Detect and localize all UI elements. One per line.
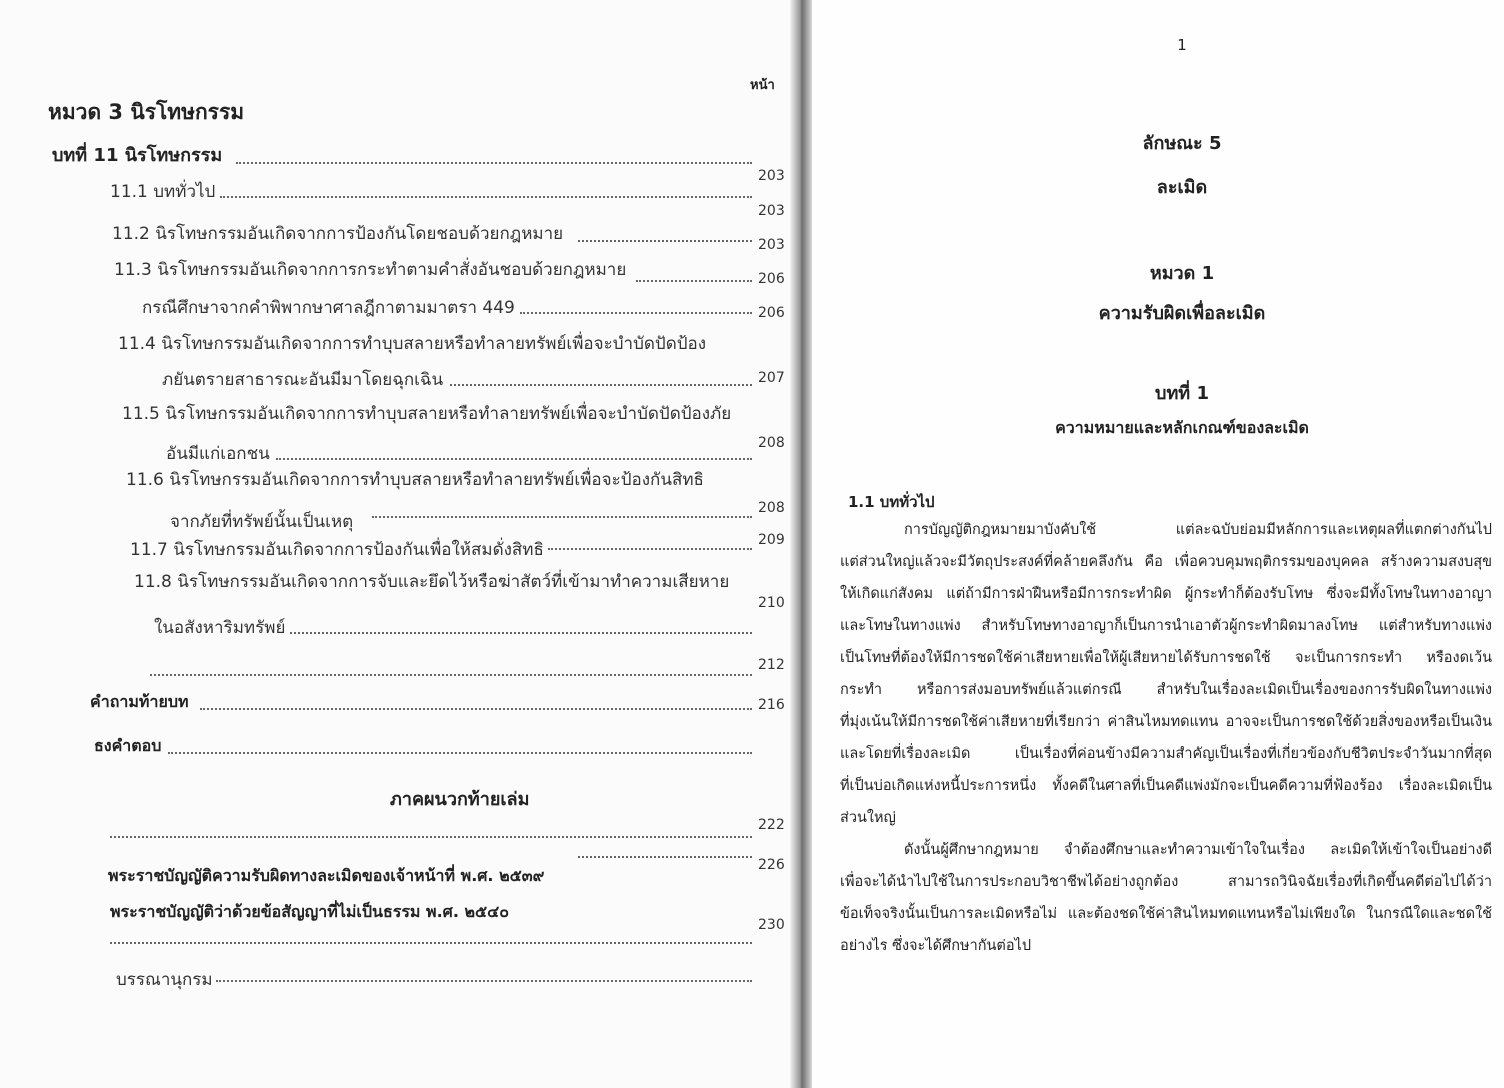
page-number: 212 xyxy=(758,657,785,673)
dot-leader xyxy=(216,980,752,982)
page-number: 203 xyxy=(758,237,785,253)
chapter-title: บทที่ 11 นิรโทษกรรม xyxy=(52,145,223,166)
toc-entry: กรณีศึกษาจากคำพิพากษาศาลฎีกาตามมาตรา 449 xyxy=(142,298,515,318)
title-subject: ละเมิด xyxy=(1156,177,1208,198)
dot-leader xyxy=(520,312,752,314)
body-line: อย่างไร ซึ่งจะได้ศึกษากันต่อไป xyxy=(840,938,1032,954)
dot-leader xyxy=(200,708,752,710)
dot-leader xyxy=(372,516,752,518)
dot-leader xyxy=(578,856,752,858)
toc-entry-continued: ในอสังหาริมทรัพย์ xyxy=(154,618,286,638)
body-line: เป็นโทษที่ต้องให้มีการชดใช้ค่าเสียหายเพื่อให้ผู้เสียหายได้รับการชดใช้ จะเป็นการกระทำ หรืองดเว้น xyxy=(840,650,1492,666)
body-line: และโทษในทางแพ่ง สำหรับโทษทางอาญาก็เป็นการนำเอาตัวผู้กระทำผิดมาลงโทษ แต่สำหรับทางแพ่ง xyxy=(840,618,1492,634)
page-number: 226 xyxy=(758,857,785,873)
dot-leader xyxy=(450,384,752,386)
dot-leader xyxy=(110,942,752,944)
body-line: เพื่อจะได้นำไปใช้ในการประกอบวิชาชีพได้อย่างถูกต้อง สามารถวินิจฉัยเรื่องที่เกิดขึ้นคดีต่อไปได้ว่า xyxy=(840,874,1492,890)
body-line: กระทำ หรือการส่งมอบทรัพย์แล้วแต่กรณี สำหรับในเรื่องละเมิดเป็นเรื่องของการรับผิดในทางแพ่ง xyxy=(840,682,1492,698)
answers-entry: ธงคำตอบ xyxy=(94,736,162,755)
page-column-label: หน้า xyxy=(750,78,775,93)
page-number: 1 xyxy=(1177,36,1187,54)
book-gutter xyxy=(790,0,812,1088)
body-line: ที่มุ่งเน้นให้มีการชดใช้ค่าเสียหายที่เรียกว่า ค่าสินไหมทดแทน อาจจะเป็นการชดใช้ด้วยสิ่งของหรือเป็นเงิน xyxy=(840,714,1492,730)
page-number: 216 xyxy=(758,697,785,713)
body-line: ให้เกิดแก่สังคม แต่ถ้ามีการฝ่าฝืนหรือมีการกระทำผิด ผู้กระทำก็ต้องรับโทษ ซึ่งจะมีทั้งโทษในทางอาญา xyxy=(840,586,1492,602)
part-heading: หมวด 3 นิรโทษกรรม xyxy=(48,100,245,124)
page-number: 222 xyxy=(758,817,785,833)
dot-leader xyxy=(290,632,752,634)
toc-entry-continued: ภยันตรายสาธารณะอันมีมาโดยฉุกเฉิน xyxy=(162,370,444,390)
appendix-entry: พระราชบัญญัติว่าด้วยข้อสัญญาที่ไม่เป็นธรรม พ.ศ. ๒๕๔๐ xyxy=(110,902,509,921)
toc-entry: 11.5 นิรโทษกรรมอันเกิดจากการทำบุบสลายหรือทำลายทรัพย์เพื่อจะบำบัดปัดป้องภัย xyxy=(122,404,732,424)
section-number: หมวด 1 xyxy=(1149,263,1215,284)
page-number: 203 xyxy=(758,203,785,219)
dot-leader xyxy=(578,240,752,242)
page-number: 206 xyxy=(758,305,785,321)
body-line: ส่วนใหญ่ xyxy=(840,810,896,826)
page-number: 207 xyxy=(758,370,785,386)
chapter-number: บทที่ 1 xyxy=(1155,383,1209,404)
body-line: และโดยที่เรื่องละเมิด เป็นเรื่องที่ค่อนข้างมีความสำคัญเป็นเรื่องที่เกี่ยวข้องกับชีวิตประจำวันมากที่สุด xyxy=(840,746,1492,762)
toc-entry: 11.6 นิรโทษกรรมอันเกิดจากการทำบุบสลายหรือทำลายทรัพย์เพื่อจะป้องกันสิทธิ xyxy=(126,470,704,490)
dot-leader xyxy=(548,548,752,550)
page-number: 230 xyxy=(758,917,785,933)
page-number: 208 xyxy=(758,500,785,516)
toc-entry: 11.8 นิรโทษกรรมอันเกิดจากการจับและยึดไว้หรือฆ่าสัตว์ที่เข้ามาทำความเสียหาย xyxy=(134,572,730,592)
toc-entry-continued: อันมีแก่เอกชน xyxy=(166,444,270,464)
page-number: 208 xyxy=(758,435,785,451)
appendix-heading: ภาคผนวกท้ายเล่ม xyxy=(390,789,530,810)
dot-leader xyxy=(636,280,752,282)
dot-leader xyxy=(110,836,752,838)
dot-leader xyxy=(236,162,752,164)
dot-leader xyxy=(276,458,752,460)
subheading: 1.1 บททั่วไป xyxy=(848,493,935,511)
toc-entry: 11.1 บททั่วไป xyxy=(110,182,216,202)
dot-leader xyxy=(168,752,752,754)
toc-entry-continued: จากภัยที่ทรัพย์นั้นเป็นเหตุ xyxy=(170,512,354,532)
dot-leader xyxy=(150,674,752,676)
section-title: ความรับผิดเพื่อละเมิด xyxy=(1098,303,1266,324)
right-page-chapter-text xyxy=(812,0,1504,1088)
toc-entry: 11.4 นิรโทษกรรมอันเกิดจากการทำบุบสลายหรือทำลายทรัพย์เพื่อจะบำบัดปัดป้อง xyxy=(118,334,707,354)
body-line: ดังนั้นผู้ศึกษากฎหมาย จำต้องศึกษาและทำความเข้าใจในเรื่อง ละเมิดให้เข้าใจเป็นอย่างดี xyxy=(904,842,1492,858)
body-line: ข้อเท็จจริงนั้นเป็นการละเมิดหรือไม่ และต้องชดใช้ค่าสินไหมทดแทนหรือไม่เพียงใด ในกรณีใดและชดใช้ xyxy=(840,906,1492,922)
toc-entry: 11.7 นิรโทษกรรมอันเกิดจากการป้องกันเพื่อให้สมดั่งสิทธิ xyxy=(130,540,544,560)
questions-entry: คำถามท้ายบท xyxy=(90,692,189,711)
body-line: ที่เป็นบ่อเกิดแห่งหนี้ประการหนึ่ง ทั้งคดีในศาลที่เป็นคดีแพ่งมักจะเป็นคดีความที่ฟ้องร้อง เรื่องละเมิดเป็น xyxy=(840,778,1492,794)
body-line: แต่ส่วนใหญ่แล้วจะมีวัตถุประสงค์ที่คล้ายคลึงกัน คือ เพื่อควบคุมพฤติกรรมของบุคคล สร้างความสงบสุข xyxy=(840,554,1492,570)
toc-entry: 11.2 นิรโทษกรรมอันเกิดจากการป้องกันโดยชอบด้วยกฎหมาย xyxy=(112,224,564,244)
chapter-title: ความหมายและหลักเกณฑ์ของละเมิด xyxy=(1055,418,1309,437)
appendix-entry: พระราชบัญญัติความรับผิดทางละเมิดของเจ้าหน้าที่ พ.ศ. ๒๕๓๙ xyxy=(108,866,545,885)
dot-leader xyxy=(220,196,752,198)
page-number: 206 xyxy=(758,271,785,287)
body-line: การบัญญัติกฎหมายมาบังคับใช้ แต่ละฉบับย่อมมีหลักการและเหตุผลที่แตกต่างกันไป xyxy=(904,522,1492,538)
title-part: ลักษณะ 5 xyxy=(1142,133,1222,154)
page-number: 210 xyxy=(758,595,785,611)
page-number: 209 xyxy=(758,532,785,548)
toc-entry: 11.3 นิรโทษกรรมอันเกิดจากการกระทำตามคำสั่งอันชอบด้วยกฎหมาย xyxy=(114,260,627,280)
bibliography-entry: บรรณานุกรม xyxy=(116,970,213,990)
page-number: 203 xyxy=(758,168,785,184)
